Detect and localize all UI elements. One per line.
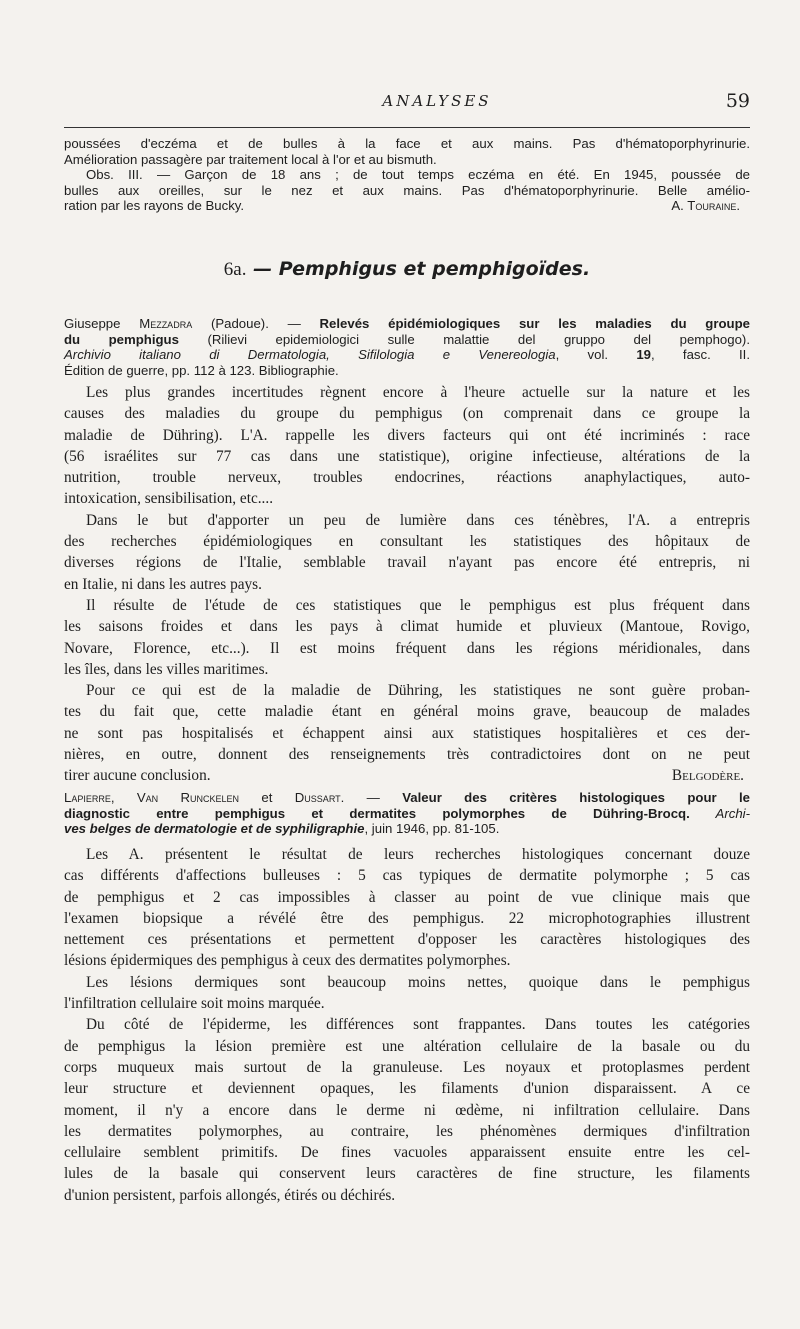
review2-reference xyxy=(64,790,750,837)
intro-line: ration par les rayons de Bucky. xyxy=(64,198,245,213)
ref1-volume: 19 xyxy=(636,347,651,362)
text-line: des recherches épidémiologiques en consultant les statistiques des hôpitaux de xyxy=(64,533,750,551)
ref1-author-first: Giuseppe xyxy=(64,316,140,331)
ref1-author-last: Mezzadra xyxy=(139,316,193,331)
section-heading xyxy=(64,258,750,281)
text-line: maladie de Dühring). L'A. rappelle les divers facteurs qui ont été incriminés : race xyxy=(64,426,750,444)
text-line: moment, il n'y a encore dans le derme ni œdème, ni infiltration cellulaire. Dans xyxy=(64,1101,750,1119)
ref1-edition: Édition de guerre, pp. 112 à 123. Bibliographie. xyxy=(64,362,339,378)
text-line: Les plus grandes incertitudes règnent encore à l'heure actuelle sur la nature et les xyxy=(86,384,750,401)
text-line: lules de la basale qui conservent leurs caractères de fine structure, les filaments xyxy=(64,1165,750,1183)
text-line: d'union persistent, parfois allongés, étirés ou déchirés. xyxy=(64,1186,396,1204)
review1-paragraph xyxy=(64,382,750,510)
text-line: tirer aucune conclusion. xyxy=(64,767,211,785)
page-number: 59 xyxy=(725,90,750,112)
text-line: ne sont pas hospitalisés et échappent ainsi aux statistiques hospitalières et ces der- xyxy=(64,724,750,742)
text-line: de pemphigus et 2 cas impossibles à classer au point de vue clinique mais que xyxy=(64,888,750,906)
ref2-date-pages: , juin 1946, pp. 81-105. xyxy=(364,821,500,836)
ref1-title-cont: du pemphigus xyxy=(64,331,179,347)
section-dash: — xyxy=(253,258,273,280)
intro-line: Amélioration passagère par traitement local à l'or et au bismuth. xyxy=(64,151,437,167)
text-line: nières, en outre, donnent des renseignements très contradictoires dont on ne peut xyxy=(64,746,750,764)
text-line: (56 israélites sur 77 cas dans une statistique), origine infectieuse, altérations de la xyxy=(64,447,750,465)
review1-paragraph xyxy=(64,595,750,680)
review1-body xyxy=(64,382,750,787)
review2-paragraph xyxy=(64,844,750,972)
ref2-title: Valeur des critères histologiques pour le xyxy=(402,790,751,805)
ref1-journal: Archivio italiano di Dermatologia, Sifilologia e Venereologia xyxy=(64,347,556,362)
text-line: cellulaire semblent primitifs. De fines vacuoles apparaissent ensuite entre les cel- xyxy=(64,1144,750,1162)
signature-touraine: A. Touraine. xyxy=(671,198,740,213)
ref2-et: et xyxy=(239,790,295,805)
ref1-original-title: (Rilievi epidemiologici sulle malattie del gruppo del pemphogo). xyxy=(178,331,750,347)
ref2-journal: ves belges de dermatologie et de syphiligraphie xyxy=(64,821,365,836)
text-line: Les A. présentent le résultat de leurs recherches histologiques concernant douze xyxy=(86,846,750,863)
ref1-title: Relevés épidémiologiques sur les maladies du groupe xyxy=(319,316,750,331)
ref1-location: (Padoue). — xyxy=(192,316,320,331)
header-rule xyxy=(64,127,750,128)
text-line: les îles, dans les villes maritimes. xyxy=(64,660,269,678)
text-line: Dans le but d'apporter un peu de lumière dans ces ténèbres, l'A. a entrepris xyxy=(86,511,750,529)
text-line: lésions épidermiques des pemphigus à ceux des dermatites polymorphes. xyxy=(64,952,511,970)
text-line: Du côté de l'épiderme, les différences sont frappantes. Dans toutes les catégories xyxy=(86,1016,750,1034)
text-line: en Italie, ni dans les autres pays. xyxy=(64,575,262,593)
ref2-dash: . — xyxy=(340,790,403,805)
intro-line: bulles aux oreilles, sur le nez et aux mains. Pas d'hématoporphyrinurie. Belle amélio- xyxy=(64,182,750,198)
review2-paragraph xyxy=(64,1014,750,1206)
ref2-author-last: Dussart xyxy=(294,790,341,805)
text-line: Novare, Florence, etc...). Il est moins fréquent dans les régions méridionales, dans xyxy=(64,639,750,657)
signature-belgodere: Belgodère. xyxy=(671,767,744,785)
text-line: nutrition, trouble nerveux, troubles endocrines, réactions anaphylactiques, auto- xyxy=(64,469,750,487)
text-line: Pour ce qui est de la maladie de Dühring, les statistiques ne sont guère proban- xyxy=(86,682,750,700)
ref1-fasc: , fasc. II. xyxy=(650,347,751,362)
text-line: tes du fait que, cette maladie étant en général moins grave, beaucoup de malades xyxy=(64,703,750,721)
ref2-title-cont: diagnostic entre pemphigus et dermatites polymorphes de Dühring-Brocq. xyxy=(64,805,690,821)
text-line: intoxication, sensibilisation, etc.... xyxy=(64,490,274,508)
text-line: diverses régions de l'Italie, semblable travail n'ayant pas encore été entrepris, ni xyxy=(64,554,750,572)
review2-paragraph xyxy=(64,972,750,1015)
intro-line: poussées d'eczéma et de bulles à la face et aux mains. Pas d'hématoporphyrinurie. xyxy=(64,136,750,151)
review1-paragraph xyxy=(64,680,750,786)
text-line: nettement ces présentations et permettent d'opposer les caractères histologiques des xyxy=(64,931,750,949)
review1-paragraph xyxy=(64,510,750,595)
section-title: Pemphigus et pemphigoïdes. xyxy=(278,258,591,280)
ref2-authors: Lapierre, Van Runckelen xyxy=(64,790,240,805)
text-line: Il résulte de l'étude de ces statistiques que le pemphigus est plus fréquent dans xyxy=(86,596,750,614)
text-line: Les lésions dermiques sont beaucoup moins nettes, quoique dans le pemphigus xyxy=(86,973,750,991)
review1-reference xyxy=(64,316,750,378)
review2-body xyxy=(64,844,750,1206)
text-line: cas différents d'affections bulleuses : 5 cas typiques de dermatite polymorphe ; 5 cas xyxy=(64,867,750,885)
text-line: l'infiltration cellulaire soit moins marquée. xyxy=(64,995,325,1013)
text-line: de pemphigus la lésion première est une altération cellulaire de la basale ou du xyxy=(64,1037,750,1055)
ref1-vol-label: , vol. xyxy=(555,347,637,362)
ref2-journal-start: Archi- xyxy=(689,805,750,821)
intro-line: Obs. III. — Garçon de 18 ans ; de tout temps eczéma en été. En 1945, poussée de xyxy=(86,167,750,182)
section-number: 6a. xyxy=(223,259,247,280)
text-line: les dermatites polymorphes, au contraire, les phénomènes dermiques d'infiltration xyxy=(64,1122,750,1140)
text-line: causes des maladies du groupe du pemphigus (on comprenait dans ce groupe la xyxy=(64,405,750,423)
text-line: les saisons froides et dans les pays à climat humide et pluvieux (Mantoue, Rovigo, xyxy=(64,618,750,636)
running-title: ANALYSES xyxy=(382,92,492,110)
text-line: corps muqueux mais surtout de la granuleuse. Les noyaux et protoplasmes perdent xyxy=(64,1058,750,1076)
intro-paragraph xyxy=(64,136,750,214)
text-line: leur structure et deviennent opaques, les filaments d'union disparaissent. A ce xyxy=(64,1080,750,1098)
text-line: l'examen biopsique a révélé être des pemphigus. 22 microphotographies illustrent xyxy=(64,909,750,927)
page-header xyxy=(64,92,750,122)
